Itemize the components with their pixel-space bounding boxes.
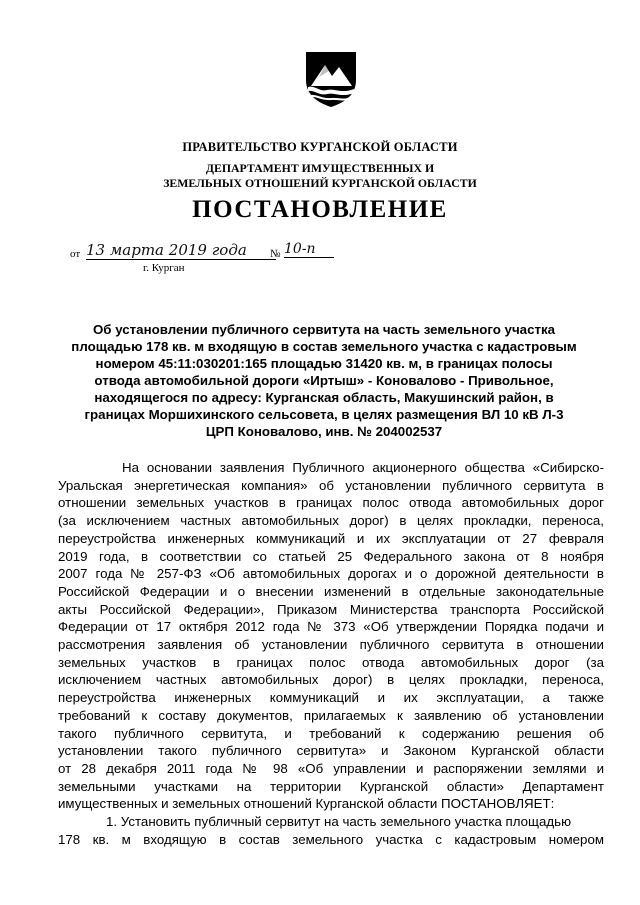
- government-name: ПРАВИТЕЛЬСТВО КУРГАНСКОЙ ОБЛАСТИ: [182, 140, 458, 154]
- subject-line: находящегося по адресу: Курганская область, Макушинский район, в: [94, 390, 554, 405]
- body-line: отношении земельных участков в границах полос отвода автомобильных дорог: [58, 495, 604, 511]
- body-line: исключением частных автомобильных дорог) в целях прокладки, переноса,: [58, 672, 604, 688]
- subject-line: номером 45:11:030201:165 площадью 31420 кв. м, в границах полосы: [95, 356, 553, 371]
- document-body: [58, 459, 604, 848]
- subject-line: ЦРП Коновалово, инв. № 204002537: [205, 424, 443, 439]
- subject-line: границах Моршихинского сельсовета, в целях размещения ВЛ 10 кВ Л-3: [84, 407, 564, 422]
- handwritten-number: 10-п: [284, 241, 334, 258]
- body-line: установлении такого публичного сервитута» и Законом Курганской области: [58, 743, 604, 759]
- date-number-row: [70, 243, 370, 263]
- document-subject: [64, 321, 584, 440]
- department-line: ЗЕМЕЛЬНЫХ ОТНОШЕНИЙ КУРГАНСКОЙ ОБЛАСТИ: [163, 176, 477, 190]
- subject-line: площадью 178 кв. м входящую в состав земельного участка с кадастровым: [71, 339, 577, 354]
- body-line: На основании заявления Публичного акционерного общества «Сибирско-: [122, 460, 604, 475]
- body-line: 178 кв. м входящую в состав земельного участка с кадастровым номером: [58, 831, 604, 847]
- date-label: от: [70, 248, 81, 260]
- body-line: земельными участками на территории Курганской области» Департамент: [58, 778, 604, 794]
- body-line: 2019 года, в соответствии со статьей 25 Федерального закона от 8 ноября: [58, 548, 604, 564]
- body-line: переустройства инженерных коммуникаций и их эксплуатации, а также: [58, 690, 604, 706]
- document-type-title: ПОСТАНОВЛЕНИЕ: [192, 196, 448, 223]
- department-name: [0, 161, 640, 191]
- body-line: такого публичного сервитута, и требований к содержанию решения об: [58, 725, 604, 741]
- coat-of-arms-icon: [303, 50, 359, 108]
- city-name: г. Курган: [143, 262, 185, 274]
- body-line: рассмотрения заявления об установлении публичного сервитута в отношении: [58, 637, 604, 653]
- body-line: переустройства инженерных коммуникаций и их эксплуатации от 27 февраля: [58, 530, 604, 546]
- body-line: (за исключением частных автомобильных дорог) в целях прокладки, переноса,: [58, 513, 604, 529]
- number-label: №: [270, 248, 281, 260]
- body-line: Федерации от 17 октября 2012 года № 373 «Об утверждении Порядка подачи и: [58, 619, 604, 635]
- body-line: от 28 декабря 2011 года № 98 «Об управлении и распоряжении землями и: [58, 760, 604, 776]
- body-line: акты Российской Федерации», Приказом Министерства транспорта Российской: [58, 601, 604, 617]
- subject-line: Об установлении публичного сервитута на часть земельного участка: [92, 322, 556, 337]
- department-line: ДЕПАРТАМЕНТ ИМУЩЕСТВЕННЫХ И: [205, 161, 435, 175]
- subject-line: отвода автомобильной дороги «Иртыш» - Коновалово - Привольное,: [94, 373, 554, 388]
- body-line: 2007 года № 257-ФЗ «Об автомобильных дорогах и о дорожной деятельности в: [58, 566, 604, 582]
- body-line: Российской Федерации и о внесении изменений в отдельные законодательные: [58, 583, 604, 599]
- body-line: Уральская энергетическая компания» об установлении публичного сервитута в: [58, 477, 604, 493]
- body-line: имущественных и земельных отношений Курганской области ПОСТАНОВЛЯЕТ:: [58, 796, 555, 812]
- handwritten-date: 13 марта 2019 года: [86, 241, 276, 260]
- body-line: требований к составу документов, прилагаемых к заявлению об установлении: [58, 707, 604, 723]
- body-line: 1. Установить публичный сервитут на часть земельного участка площадью: [106, 814, 572, 830]
- body-line: земельных участков в границах полос отвода автомобильных дорог (за: [58, 654, 604, 670]
